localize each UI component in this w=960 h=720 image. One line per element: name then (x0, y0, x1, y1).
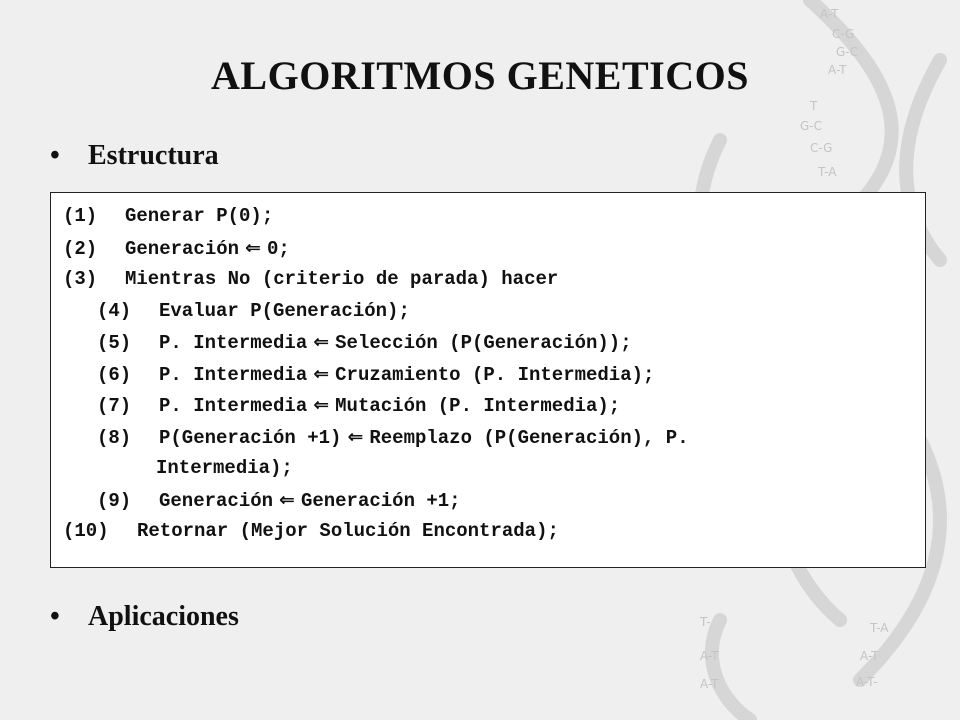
code-text: Evaluar P(Generación); (159, 299, 410, 322)
code-text: Mutación (P. Intermedia); (335, 395, 621, 417)
bullet-label: Aplicaciones (88, 601, 239, 632)
code-text: Intermedia); (156, 457, 293, 479)
code-line (63, 296, 925, 328)
bullet-item (50, 601, 239, 633)
left-arrow-icon: ⇐ (313, 394, 330, 416)
base-pair-label: G-C (836, 45, 859, 59)
code-line (63, 327, 925, 359)
slide-title: ALGORITMOS GENETICOS (211, 53, 749, 98)
code-line (63, 359, 925, 391)
line-number: (2) (63, 237, 98, 260)
base-pair-label: C-G (810, 141, 833, 155)
base-pair-label: C-G (832, 27, 855, 41)
code-text: Mientras No (criterio de parada) hacer (125, 268, 559, 290)
base-pair-label: A-T (820, 7, 839, 21)
code-text: Retornar (Mejor Solución Encontrada); (137, 520, 559, 542)
line-number: (5) (97, 332, 132, 354)
code-line (63, 233, 925, 265)
left-arrow-icon: ⇐ (347, 425, 364, 448)
bullet-icon: • (50, 140, 60, 171)
code-text: P. Intermedia (159, 395, 308, 417)
base-pair-label: G-C (800, 119, 823, 133)
base-pair-label: T-A (818, 165, 837, 179)
line-number: (8) (97, 426, 132, 449)
bullet-icon: • (50, 601, 60, 632)
bullet-label: Estructura (88, 140, 219, 171)
pseudocode-box (50, 192, 926, 568)
code-text: Generar P(0); (125, 205, 274, 227)
code-text: Generación (125, 237, 240, 260)
code-text: Reemplazo (P(Generación), P. (369, 426, 689, 449)
base-pair-label: A-T- (856, 675, 878, 689)
left-arrow-icon: ⇐ (279, 488, 295, 511)
code-line (63, 390, 925, 422)
left-arrow-icon: ⇐ (313, 362, 330, 385)
base-pair-label: T (810, 99, 818, 113)
code-text: P(Generación +1) (159, 426, 342, 449)
code-text: Selección (P(Generación)); (335, 332, 632, 354)
base-pair-label: T- (700, 615, 711, 629)
base-pair-label: A-T (700, 649, 719, 663)
left-arrow-icon: ⇐ (313, 331, 330, 353)
base-pair-label: A-T (700, 677, 719, 691)
line-number: (7) (97, 395, 132, 417)
line-number: (4) (97, 299, 132, 322)
code-text: 0; (266, 237, 290, 260)
line-number: (10) (63, 520, 109, 542)
base-pair-label: T-A (870, 621, 889, 635)
base-pair-label: A-T (828, 63, 847, 77)
code-line (63, 485, 925, 517)
base-pair-label: A-T (860, 649, 879, 663)
code-line (63, 516, 925, 548)
code-line (63, 453, 925, 485)
code-line (63, 422, 925, 454)
left-arrow-icon: ⇐ (245, 236, 261, 259)
code-text: Generación +1; (300, 489, 461, 512)
code-line (63, 201, 925, 233)
code-text: P. Intermedia (159, 363, 308, 386)
line-number: (6) (97, 363, 132, 386)
line-number: (1) (63, 205, 98, 227)
line-number: (9) (97, 489, 132, 512)
code-text: Cruzamiento (P. Intermedia); (335, 363, 655, 386)
code-text: P. Intermedia (159, 332, 308, 354)
bullet-item (50, 140, 219, 172)
code-text: Generación (159, 489, 274, 512)
line-number: (3) (63, 268, 98, 290)
code-line (63, 264, 925, 296)
